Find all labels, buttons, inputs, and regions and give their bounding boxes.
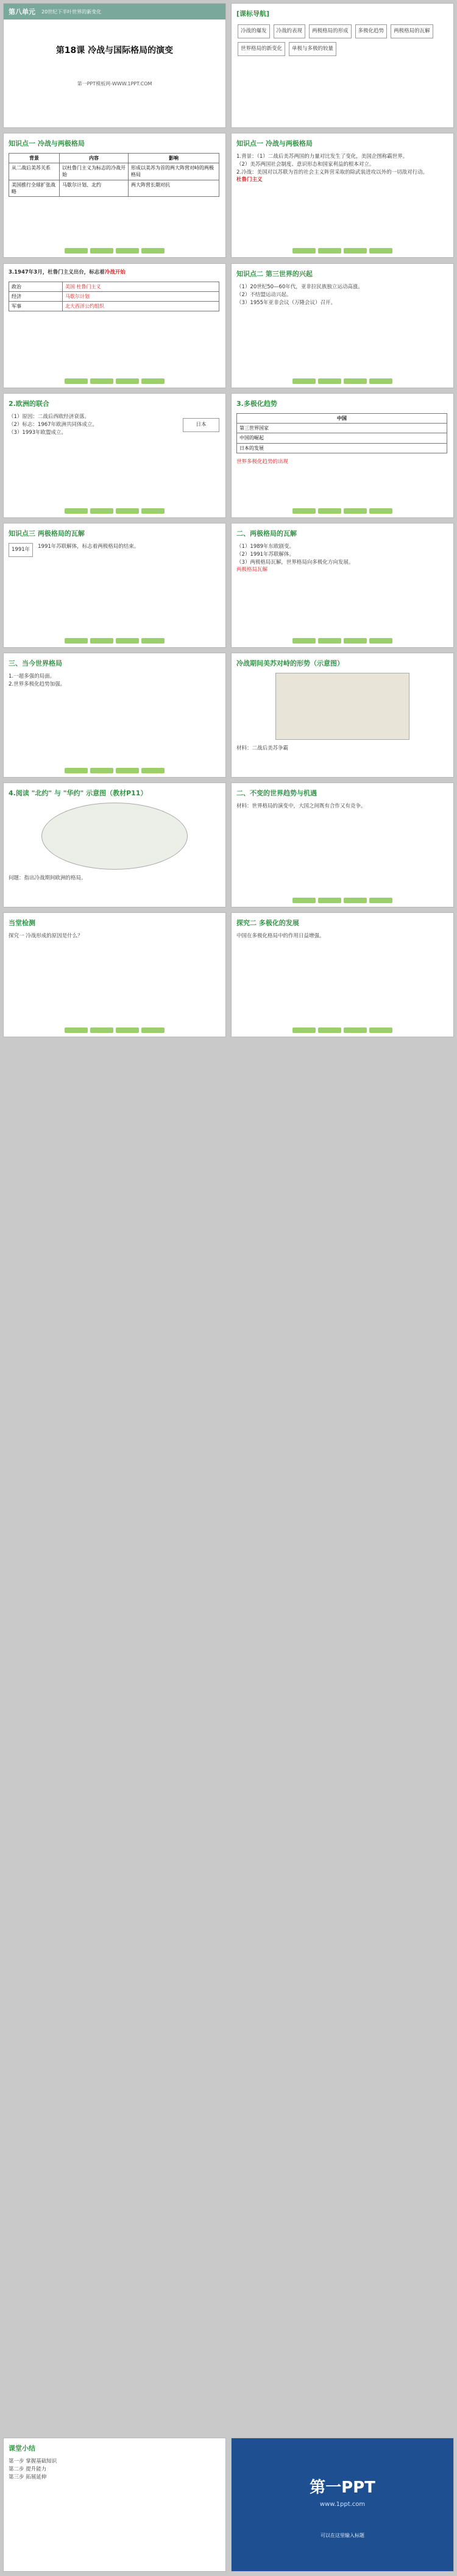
slide-summary (3, 2438, 226, 2572)
row-label: 军事 (9, 302, 63, 311)
slide-heading: 知识点一 冷战与两极格局 (9, 140, 85, 147)
slide-nav-bar[interactable] (65, 768, 165, 773)
slide-nav-bar[interactable] (65, 248, 165, 254)
question-text: 探究一 冷战形成的原因是什么？ (9, 933, 83, 939)
table-cell: 中国的崛起 (237, 433, 447, 443)
slide-heading: 课堂小结 (9, 2444, 35, 2452)
slide-bipolar-collapse (3, 523, 226, 648)
nav-item[interactable]: 冷战的爆发 (238, 24, 270, 38)
slide-nav-bar[interactable] (65, 378, 165, 384)
slide-heading: 3.多极化趋势 (236, 400, 277, 408)
year-label: 1991年 (9, 543, 33, 557)
table-cell: 从二战后美苏关系 (9, 163, 60, 180)
slide-nav-bar[interactable] (65, 1027, 165, 1033)
body-line: （2）1991年苏联解体。 (236, 551, 295, 558)
slide-nav-bar[interactable] (292, 248, 392, 254)
slide-knowledge-table (3, 133, 226, 258)
slide-nav-bar[interactable] (65, 508, 165, 514)
promo-bar: 可以在这里输入标题 (321, 2533, 364, 2538)
body-line: 2.冷战：美国对以苏联为首的社会主义阵营采取的除武装进攻以外的一切敌对行动。 (236, 169, 428, 176)
slide-cold-war-table (3, 263, 226, 388)
slide-nav-bar[interactable] (292, 378, 392, 384)
side-note: 日本 (183, 418, 219, 432)
slide-check (3, 912, 226, 1037)
table-header: 内容 (60, 154, 129, 163)
body-line: （3）1955年亚非会议（万隆会议）召开。 (236, 299, 336, 306)
slide-heading: 3.1947年3月，杜鲁门主义出台，标志着 (9, 269, 105, 275)
world-map-image (41, 803, 188, 870)
table-cell: 两大阵营长期对抗 (129, 180, 219, 196)
body-line: （1）原因：二战后西欧经济衰落。 (9, 414, 90, 420)
promo-title: 第一PPT (310, 2478, 375, 2497)
row-label: 经济 (9, 291, 63, 301)
unit-label: 第八单元 (9, 8, 35, 16)
nav-item[interactable]: 单极与多极的较量 (289, 42, 336, 56)
slide-nav-bar[interactable] (65, 638, 165, 644)
nav-label: [课标导航] (236, 10, 270, 18)
slide-trends (231, 782, 454, 907)
slide-multipolar (231, 393, 454, 518)
question-text: 问题：指出冷战期间欧洲的格局。 (9, 875, 87, 881)
table-cell: 第三世界国家 (237, 424, 447, 433)
slide-heading: 知识点一 冷战与两极格局 (236, 140, 313, 147)
slide-heading: 探究二 多极化的发展 (236, 919, 299, 927)
body-line: （1）20世纪50—60年代，亚非拉民族独立运动高涨。 (236, 284, 363, 290)
slide-nav-bar[interactable] (292, 1027, 392, 1033)
nav-item[interactable]: 多极化趋势 (355, 24, 388, 38)
nav-item[interactable]: 两极格局的形成 (309, 24, 352, 38)
nav-item[interactable]: 世界格局的新变化 (238, 42, 285, 56)
slide-bipolar-details (231, 523, 454, 648)
body-line: （3）两极格局瓦解，世界格局向多极化方向发展。 (236, 559, 354, 566)
slide-heading: 2.欧洲的联合 (9, 400, 49, 408)
map-image (275, 673, 409, 740)
body-line: （3）1993年欧盟成立。 (9, 429, 67, 436)
slide-nato-map (3, 782, 226, 907)
body-line: 1.背景：（1）二战后美苏两国的力量对比发生了变化，美国企图称霸世界。 (236, 154, 408, 160)
body-line: 中国在多极化格局中的作用日益增强。 (236, 933, 325, 939)
promo-subtitle: www.1ppt.com (319, 2501, 366, 2508)
table-header: 中国 (237, 414, 447, 424)
highlight-text: 冷战开始 (104, 269, 126, 275)
body-line: 2.世界多极化趋势加强。 (9, 681, 66, 687)
slide-heading: 二、两极格局的瓦解 (236, 530, 297, 538)
table-header: 影响 (129, 154, 219, 163)
body-line: 1991年苏联解体，标志着两极格局的结束。 (38, 544, 140, 550)
highlight-text: 杜鲁门主义 (236, 177, 263, 183)
slide-map (231, 653, 454, 778)
body-line: （2）不结盟运动兴起。 (236, 291, 292, 298)
answer-text: 两极格局瓦解 (236, 567, 268, 573)
source-text: 第一PPT模板网-WWW.1PPT.COM (77, 81, 152, 87)
slide-europe-union (3, 393, 226, 518)
slide-heading: 知识点二 第三世界的兴起 (236, 270, 313, 278)
caption-text: 材料：二战后美苏争霸 (236, 745, 289, 751)
row-label: 政治 (9, 282, 63, 291)
table-cell: 美国 杜鲁门主义 (63, 282, 219, 291)
slide-explore (231, 912, 454, 1037)
body-line: （2）美苏两国社会制度、意识形态和国家利益的根本对立。 (236, 161, 375, 168)
body-line: 1.一超多强的局面。 (9, 673, 55, 679)
table-header: 背景 (9, 154, 60, 163)
table-cell: 美国推行全球扩张战略 (9, 180, 60, 196)
slide-heading: 当堂检测 (9, 919, 35, 927)
slide-nav-bar[interactable] (292, 638, 392, 644)
table-cell: 马歇尔计划、北约 (60, 180, 129, 196)
table-cell: 形成以美苏为首的两大阵营对峙的两极格局 (129, 163, 219, 180)
slide-title (3, 3, 226, 128)
note-text: 世界多极化趋势的出现 (236, 458, 289, 465)
lesson-title: 第18课 冷战与国际格局的演变 (55, 46, 174, 55)
table-cell: 以杜鲁门主义为标志的冷战开始 (60, 163, 129, 180)
step-item: 第一步 掌握基础知识 (9, 2458, 57, 2464)
slide-third-world (231, 263, 454, 388)
table-cell: 北大西洋公约组织 (63, 302, 219, 311)
nav-item[interactable]: 两极格局的瓦解 (391, 24, 433, 38)
slide-heading: 知识点三 两极格局的瓦解 (9, 530, 85, 538)
body-line: （2）标志：1967年欧洲共同体成立。 (9, 421, 98, 428)
slide-cold-war-background (231, 133, 454, 258)
slide-promo (231, 2438, 454, 2572)
knowledge-table (9, 153, 219, 197)
body-line: 材料：世界格局的演变中，大国之间既有合作又有竞争。 (236, 803, 366, 809)
step-item: 第三步 拓展延伸 (9, 2474, 47, 2480)
multipolar-table (236, 413, 447, 453)
nav-item[interactable]: 冷战的表现 (274, 24, 306, 38)
measures-table (9, 282, 219, 312)
table-cell: 日本的发展 (237, 443, 447, 453)
slide-heading: 4.阅读 "北约" 与 "华约" 示意图（教材P11） (9, 789, 147, 797)
body-line: （1）1989年东欧剧变。 (236, 544, 295, 550)
table-cell: 马歇尔计划 (63, 291, 219, 301)
slide-nav-bar[interactable] (292, 898, 392, 903)
slide-nav-bar[interactable] (292, 508, 392, 514)
slide-heading: 三、当今世界格局 (9, 659, 62, 667)
slide-heading: 二、不变的世界趋势与机遇 (236, 789, 317, 797)
slide-navigation (231, 3, 454, 128)
slide-world-pattern (3, 653, 226, 778)
slide-heading: 冷战期间美苏对峙的形势（示意图） (236, 659, 344, 667)
unit-subtitle: 20世纪下半叶世界的新变化 (41, 9, 102, 15)
step-item: 第二步 提升能力 (9, 2466, 47, 2472)
